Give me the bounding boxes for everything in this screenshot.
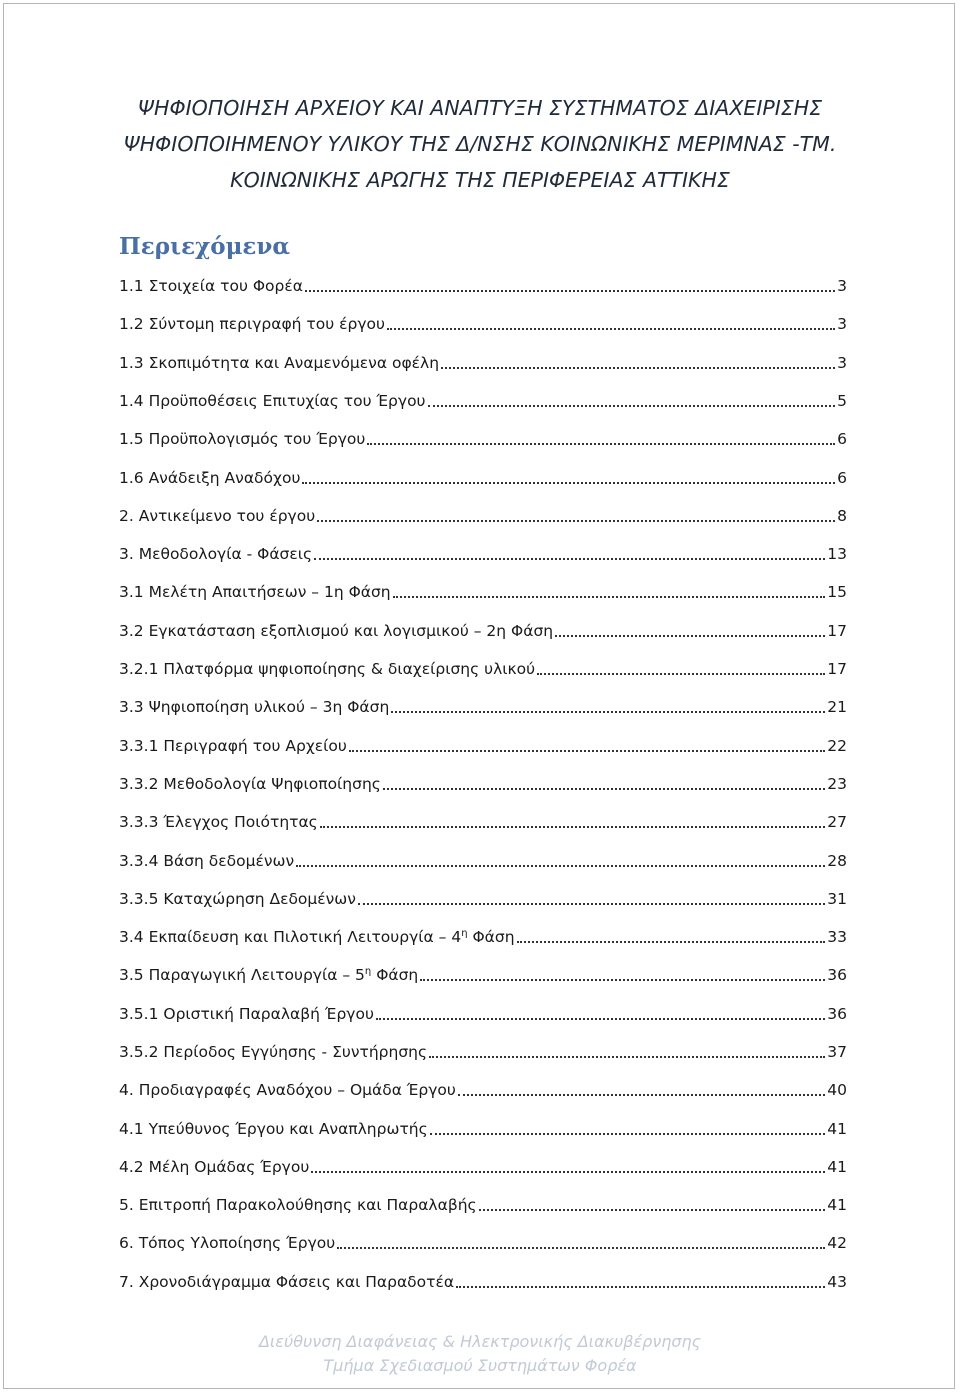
- toc-entry[interactable]: [119, 1078, 847, 1102]
- toc-entry-title: 7. Χρονοδιάγραμμα Φάσεις και Παραδοτέα: [119, 1273, 455, 1291]
- toc-entry-title: 3.1 Μελέτη Απαιτήσεων – 1η Φάση: [119, 583, 391, 601]
- toc-entry[interactable]: [119, 351, 847, 375]
- footer-line-2: Τμήμα Σχεδιασμού Συστημάτων Φορέα: [323, 1356, 637, 1375]
- toc-entry-title: 3. Μεθοδολογία - Φάσεις: [119, 545, 313, 563]
- toc-dot-leader: [337, 1247, 825, 1249]
- toc-page-number: 3: [837, 354, 847, 372]
- toc-page-number: 43: [827, 1273, 847, 1291]
- toc-entry[interactable]: [119, 1155, 847, 1179]
- toc-page-number: 27: [827, 813, 847, 831]
- toc-entry-title: 3.3.1 Περιγραφή του Αρχείου: [119, 737, 347, 755]
- toc-entry[interactable]: [119, 925, 847, 949]
- toc-dot-leader: [537, 673, 825, 675]
- toc-entry[interactable]: [119, 1002, 847, 1026]
- toc-dot-leader: [428, 405, 836, 407]
- toc-entry-title: 4.2 Μέλη Ομάδας Έργου: [119, 1158, 310, 1176]
- toc-dot-leader: [517, 941, 826, 943]
- toc-page-number: 40: [827, 1081, 847, 1099]
- toc-entry-title: 3.2 Εγκατάσταση εξοπλισμού και λογισμικού – 2η Φάση: [119, 622, 554, 640]
- toc-entry[interactable]: [119, 695, 847, 719]
- toc-page-number: 37: [827, 1043, 847, 1061]
- toc-dot-leader: [367, 443, 835, 445]
- toc-entry[interactable]: [119, 887, 847, 911]
- toc-entry[interactable]: [119, 542, 847, 566]
- toc-page-number: 36: [827, 966, 847, 984]
- footer-line-1: Διεύθυνση Διαφάνειας & Ηλεκτρονικής Διακυβέρνησης: [258, 1332, 702, 1351]
- toc-entry[interactable]: [119, 657, 847, 681]
- title-line-3: ΚΟΙΝΩΝΙΚΗΣ ΑΡΩΓΗΣ ΤΗΣ ΠΕΡΙΦΕΡΕΙΑΣ ΑΤΤΙΚΗΣ: [230, 168, 730, 192]
- toc-entry-title: 5. Επιτροπή Παρακολούθησης και Παραλαβής: [119, 1196, 477, 1214]
- toc-dot-leader: [320, 826, 825, 828]
- toc-entry-title: 4.1 Υπεύθυνος Έργου και Αναπληρωτής: [119, 1120, 428, 1138]
- toc-entry[interactable]: [119, 849, 847, 873]
- toc-dot-leader: [391, 711, 825, 713]
- toc-page-number: 41: [827, 1120, 847, 1138]
- toc-page-number: 22: [827, 737, 847, 755]
- toc-entry[interactable]: [119, 466, 847, 490]
- toc-entry[interactable]: [119, 1117, 847, 1141]
- toc-page-number: 21: [827, 698, 847, 716]
- toc-dot-leader: [458, 1094, 825, 1096]
- toc-dot-leader: [311, 1171, 825, 1173]
- toc-entry[interactable]: [119, 619, 847, 643]
- toc-entry[interactable]: [119, 810, 847, 834]
- toc-entry[interactable]: [119, 1040, 847, 1064]
- toc-entry[interactable]: [119, 1231, 847, 1255]
- toc-entry[interactable]: [119, 504, 847, 528]
- toc-dot-leader: [358, 903, 825, 905]
- toc-entry[interactable]: [119, 772, 847, 796]
- toc-entry[interactable]: [119, 427, 847, 451]
- toc-entry-title: 3.4 Εκπαίδευση και Πιλοτική Λειτουργία – $4^\eta$ Φάση: [119, 927, 515, 946]
- toc-page-number: 17: [827, 622, 847, 640]
- toc-dot-leader: [420, 979, 825, 981]
- title-line-2: ΨΗΦΙΟΠΟΙΗΜΕΝΟΥ ΥΛΙΚΟΥ ΤΗΣ Δ/ΝΣΗΣ ΚΟΙΝΩΝΙΚΗΣ ΜΕΡΙΜΝΑΣ -ΤΜ.: [123, 132, 837, 156]
- toc-entry-title: 3.5 Παραγωγική Λειτουργία – $5^\eta$ Φάση: [119, 965, 419, 984]
- toc-dot-leader: [296, 865, 825, 867]
- toc-entry-title: 3.3.2 Μεθοδολογία Ψηφιοποίησης: [119, 775, 381, 793]
- toc-page-number: 41: [827, 1196, 847, 1214]
- toc-entry-title: 1.2 Σύντομη περιγραφή του έργου: [119, 315, 385, 333]
- toc-dot-leader: [429, 1056, 825, 1058]
- toc-dot-leader: [376, 1018, 825, 1020]
- toc-dot-leader: [555, 635, 825, 637]
- toc-entry[interactable]: [119, 580, 847, 604]
- toc-entry-title: 3.5.1 Οριστική Παραλαβή Έργου: [119, 1005, 374, 1023]
- toc-entry-title: 1.1 Στοιχεία του Φορέα: [119, 277, 303, 295]
- toc-entry-title: 3.5.2 Περίοδος Εγγύησης - Συντήρησης: [119, 1043, 428, 1061]
- toc-dot-leader: [305, 290, 835, 292]
- toc-page-number: 8: [837, 507, 847, 525]
- toc-entry-title: 3.3 Ψηφιοποίηση υλικού – 3η Φάση: [119, 698, 390, 716]
- toc-entry-title: 3.3.3 Έλεγχος Ποιότητας: [119, 813, 318, 831]
- document-title: [4, 90, 956, 198]
- toc-entry[interactable]: [119, 1270, 847, 1294]
- toc-dot-leader: [441, 367, 835, 369]
- toc-heading: Περιεχόμενα: [119, 233, 291, 260]
- toc-page-number: 5: [837, 392, 847, 410]
- toc-entry-title: 1.5 Προϋπολογισμός του Έργου: [119, 430, 366, 448]
- toc-page-number: 28: [827, 852, 847, 870]
- toc-page-number: 33: [827, 928, 847, 946]
- toc-dot-leader: [349, 750, 825, 752]
- toc-dot-leader: [314, 558, 825, 560]
- toc-page-number: 3: [837, 277, 847, 295]
- toc-entry-title: 3.3.4 Βάση δεδομένων: [119, 852, 295, 870]
- toc-entry-title: 1.3 Σκοπιμότητα και Αναμενόμενα οφέλη: [119, 354, 440, 372]
- toc-dot-leader: [479, 1209, 826, 1211]
- toc-entry[interactable]: [119, 274, 847, 298]
- title-line-1: ΨΗΦΙΟΠΟΙΗΣΗ ΑΡΧΕΙΟΥ ΚΑΙ ΑΝΑΠΤΥΞΗ ΣΥΣΤΗΜΑΤΟΣ ΔΙΑΧΕΙΡΙΣΗΣ: [137, 96, 823, 120]
- toc-dot-leader: [317, 520, 835, 522]
- toc-dot-leader: [393, 596, 826, 598]
- toc-entry-title: 6. Τόπος Υλοποίησης Έργου: [119, 1234, 336, 1252]
- toc-dot-leader: [387, 328, 835, 330]
- toc-dot-leader: [456, 1286, 825, 1288]
- toc-page-number: 15: [827, 583, 847, 601]
- toc-entry[interactable]: [119, 963, 847, 987]
- toc-entry[interactable]: [119, 389, 847, 413]
- toc-page-number: 31: [827, 890, 847, 908]
- toc-entry-title: 1.4 Προϋποθέσεις Επιτυχίας του Έργου: [119, 392, 426, 410]
- toc-dot-leader: [383, 788, 825, 790]
- toc-entry-title: 1.6 Ανάδειξη Αναδόχου: [119, 469, 301, 487]
- toc-entry-title: 3.2.1 Πλατφόρμα ψηφιοποίησης & διαχείρισης υλικού: [119, 660, 536, 678]
- toc-dot-leader: [430, 1133, 826, 1135]
- toc-entry[interactable]: [119, 1193, 847, 1217]
- toc-entry[interactable]: [119, 312, 847, 336]
- toc-page-number: 3: [837, 315, 847, 333]
- toc-entry[interactable]: [119, 734, 847, 758]
- toc-page-number: 6: [837, 430, 847, 448]
- toc-dot-leader: [302, 482, 835, 484]
- toc-page-number: 13: [827, 545, 847, 563]
- toc-page-number: 42: [827, 1234, 847, 1252]
- page-footer: [4, 1330, 956, 1378]
- toc-entry-title: 2. Αντικείμενο του έργου: [119, 507, 316, 525]
- toc-entry-title: 3.3.5 Καταχώρηση Δεδομένων: [119, 890, 356, 908]
- toc-page-number: 6: [837, 469, 847, 487]
- toc-page-number: 23: [827, 775, 847, 793]
- document-page: [3, 3, 955, 1389]
- toc-page-number: 41: [827, 1158, 847, 1176]
- toc-entry-title: 4. Προδιαγραφές Αναδόχου – Ομάδα Έργου: [119, 1081, 456, 1099]
- toc-page-number: 36: [827, 1005, 847, 1023]
- toc-page-number: 17: [827, 660, 847, 678]
